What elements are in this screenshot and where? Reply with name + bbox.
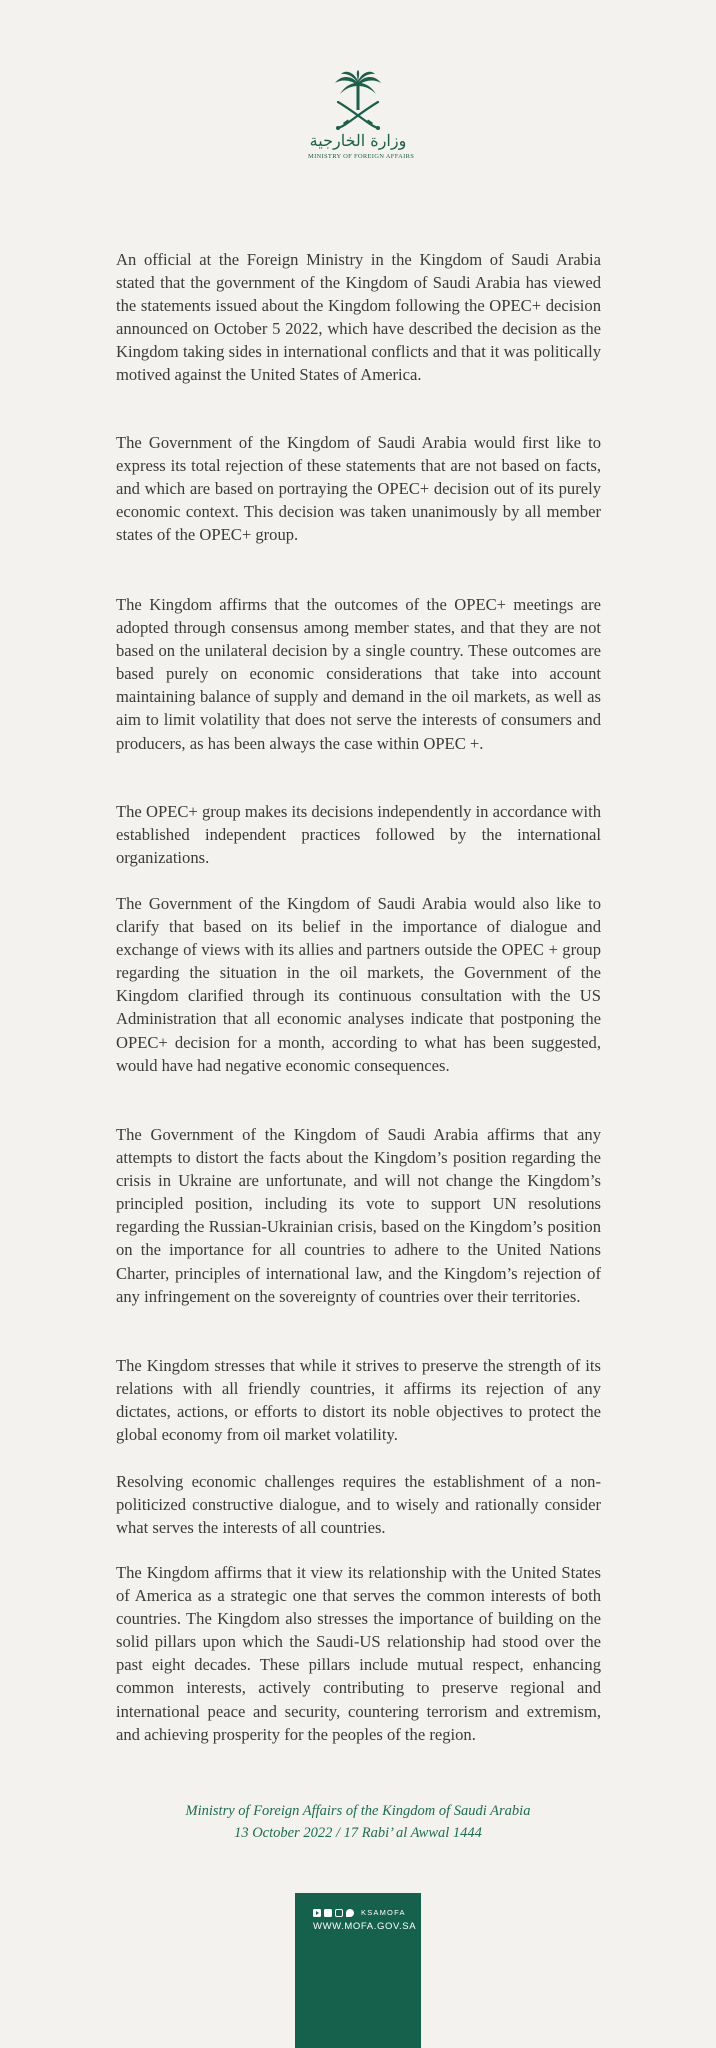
ministry-english-name: MINISTRY OF FOREIGN AFFAIRS [308,153,415,160]
statement-paragraph-6: The Government of the Kingdom of Saudi Arabia affirms that any attempts to distort the facts about the Kingdom’s position regarding the crisis in Ukraine are unfortunate, and will not change the Kingdom’s principled position, including its vote to support UN resolutions regarding the Russian-Ukrainian crisis, based on the Kingdom’s position on the importance for all countries to adhere to the United Nations Charter, principles of international law, and the Kingdom’s rejection of any infringement on the sovereignty of countries over their territories. [116,1125,601,1306]
statement-paragraph-9: The Kingdom affirms that it view its relationship with the United States of America as a strategic one that serves the common interests of both countries. The Kingdom also stresses the importance of building on the solid pillars upon which the Saudi-US relationship had stood over the past eight decades. These pillars include mutual respect, enhancing common interests, actively contributing to preserve regional and international peace and security, countering terrorism and extremism, and achieving prosperity for the peoples of the region. [116,1563,601,1744]
ministry-emblem [308,70,415,180]
facebook-icon[interactable] [324,1909,332,1917]
statement-paragraph-7: The Kingdom stresses that while it strives to preserve the strength of its relations with all friendly countries, it affirms its rejection of any dictates, actions, or efforts to distort its noble objectives to protect the global economy from oil market volatility. [116,1356,601,1445]
palm-swords-emblem-icon [332,70,384,134]
signature-ministry: Ministry of Foreign Affairs of the Kingdom of Saudi Arabia [185,1803,531,1819]
instagram-icon[interactable] [335,1909,343,1917]
statement-paragraph-2: The Government of the Kingdom of Saudi Arabia would first like to express its total rejection of these statements that are not based on facts, and which are based on portraying the OPEC+ decision out of its purely economic context. This decision was taken unanimously by all member states of the OPEC+ group. [116,433,601,545]
signature-date: 13 October 2022 / 17 Rabi’ al Awwal 1444 [234,1825,482,1841]
statement-paragraph-8: Resolving economic challenges requires the establishment of a non-politicized constructive dialogue, and to wisely and rationally consider what serves the interests of all countries. [116,1472,601,1538]
signature-block [0,1800,716,1844]
twitter-icon[interactable] [346,1909,354,1917]
youtube-icon[interactable] [313,1909,321,1917]
website-link[interactable]: WWW.MOFA.GOV.SA [313,1921,417,1932]
statement-paragraph-5: The Government of the Kingdom of Saudi Arabia would also like to clarify that based on its belief in the importance of dialogue and exchange of views with its allies and partners outside the OPEC + group regarding the situation in the oil markets, the Government of the Kingdom clarified through its continuous consultation with the US Administration that all economic analyses indicate that postponing the OPEC+ decision for a month, according to what has been suggested, would have had negative economic consequences. [116,894,601,1075]
statement-paragraph-1: An official at the Foreign Ministry in the Kingdom of Saudi Arabia stated that the government of the Kingdom of Saudi Arabia has viewed the statements issued about the Kingdom following the OPEC+ decision announced on October 5 2022, which have described the decision as the Kingdom taking sides in international conflicts and that it was politically motived against the United States of America. [116,250,601,385]
social-icons-row [313,1908,406,1917]
statement-paragraph-3: The Kingdom affirms that the outcomes of the OPEC+ meetings are adopted through consensus among member states, and that they are not based on the unilateral decision by a single country. These outcomes are based purely on economic considerations that take into account maintaining balance of supply and demand in the oil markets, as well as aim to limit volatility that does not serve the interests of consumers and producers, as has been always the case within OPEC +. [116,595,601,753]
social-handle: KSAMOFA [361,1908,406,1917]
footer-contact-panel [295,1893,421,2048]
ministry-arabic-name: وزارة الخارجية [309,131,407,150]
statement-paragraph-4: The OPEC+ group makes its decisions independently in accordance with established independent practices followed by the international organizations. [116,802,601,868]
